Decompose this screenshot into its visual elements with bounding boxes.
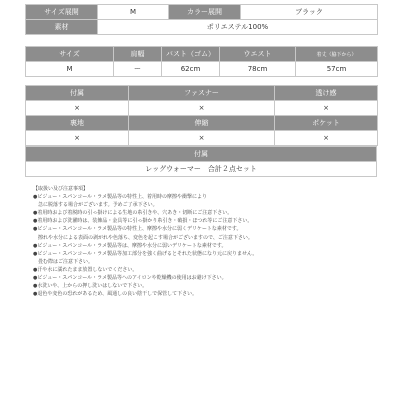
notes-line: 畳む際はご注意下さい。 <box>33 258 94 265</box>
value-size: M <box>26 62 114 77</box>
spec-table-features <box>25 85 378 146</box>
notes-line: ●水洗いや、上からの押し洗いはしないで下さい。 <box>33 283 148 290</box>
value-stretch: × <box>129 131 275 146</box>
color-label: カラー展開 <box>169 5 241 20</box>
spec-table-measurements <box>25 46 378 77</box>
notes-line: ●退色や変色の恐れがあるため、風通しの良い陰干しで保管して下さい。 <box>33 291 198 298</box>
header-zipper: ファスナー <box>129 86 275 101</box>
notes-heading: 【取扱い及び注意事項】 <box>33 186 89 192</box>
notes-line: 急に脱落する場合がございます。予めご了承下さい。 <box>33 202 158 209</box>
header-length: 着丈（脇下から） <box>296 47 378 62</box>
header-pocket: ポケット <box>275 116 378 131</box>
header-waist: ウエスト <box>220 47 296 62</box>
header-sheer: 透け感 <box>275 86 378 101</box>
notes-line: ●着用時および洗濯時は、装飾品・金具等に引っ掛かり糸引き・破損・ほつれ等にご注意下さい。 <box>33 218 253 225</box>
notes-line: 擦れや水分による表面の剥がれや色落ち、変色を起こす場合がございますので、ご注意下さい。 <box>33 234 253 241</box>
value-accessory: × <box>26 101 129 116</box>
value-zipper: × <box>129 101 275 116</box>
header-stretch: 伸縮 <box>129 116 275 131</box>
material-value: ポリエステル100% <box>98 20 378 35</box>
header-bust: バスト（ゴム） <box>162 47 220 62</box>
value-length: 57cm <box>296 62 378 77</box>
value-bust: 62cm <box>162 62 220 77</box>
notes-line: ●ビジュー・スパンコール・ラメ製品等加工部分を強く曲げるとそれた状態になり元に戻りません。 <box>33 250 258 257</box>
care-notes <box>33 185 378 298</box>
size-value: M <box>98 5 169 20</box>
header-accessory-set: 付属 <box>26 147 377 162</box>
notes-line: ●ビジュー・スパンコール・ラメ製品等は、摩擦や水分に弱いデリケートな素材です。 <box>33 242 227 249</box>
header-accessory: 付属 <box>26 86 129 101</box>
notes-line: ●ビジュー・スパンコール・ラメ製品等へのアイロンや乾燥機の使用はお避け下さい。 <box>33 275 227 282</box>
value-accessory-set: レッグウォーマー 合計２点セット <box>26 162 377 177</box>
color-value: ブラック <box>241 5 378 20</box>
notes-line: ●ビジュー・スパンコール・ラメ製品等の特性上、摩擦や水分に弱くデリケートな素材です。 <box>33 226 242 233</box>
value-lining: × <box>26 131 129 146</box>
size-label: サイズ展開 <box>26 5 98 20</box>
header-shoulder: 肩幅 <box>114 47 162 62</box>
value-sheer: × <box>275 101 378 116</box>
spec-table-accessories <box>25 146 377 177</box>
value-waist: 78cm <box>220 62 296 77</box>
value-shoulder: ー <box>114 62 162 77</box>
value-pocket: × <box>275 131 378 146</box>
header-lining: 裏地 <box>26 116 129 131</box>
material-label: 素材 <box>26 20 98 35</box>
notes-line: ●着用時および着脱時の引っ掛けによる生地の糸引きや、穴あき・切断にご注意下さい。 <box>33 210 233 217</box>
notes-line: ●汗や水に濡れたまま放置しないでください。 <box>33 266 138 273</box>
notes-line: ●ビジュー・スパンコール・ラメ製品等の特性上、着用時の摩擦や衝撃により <box>33 194 208 201</box>
spec-table-basic <box>25 4 378 35</box>
header-size: サイズ <box>26 47 114 62</box>
